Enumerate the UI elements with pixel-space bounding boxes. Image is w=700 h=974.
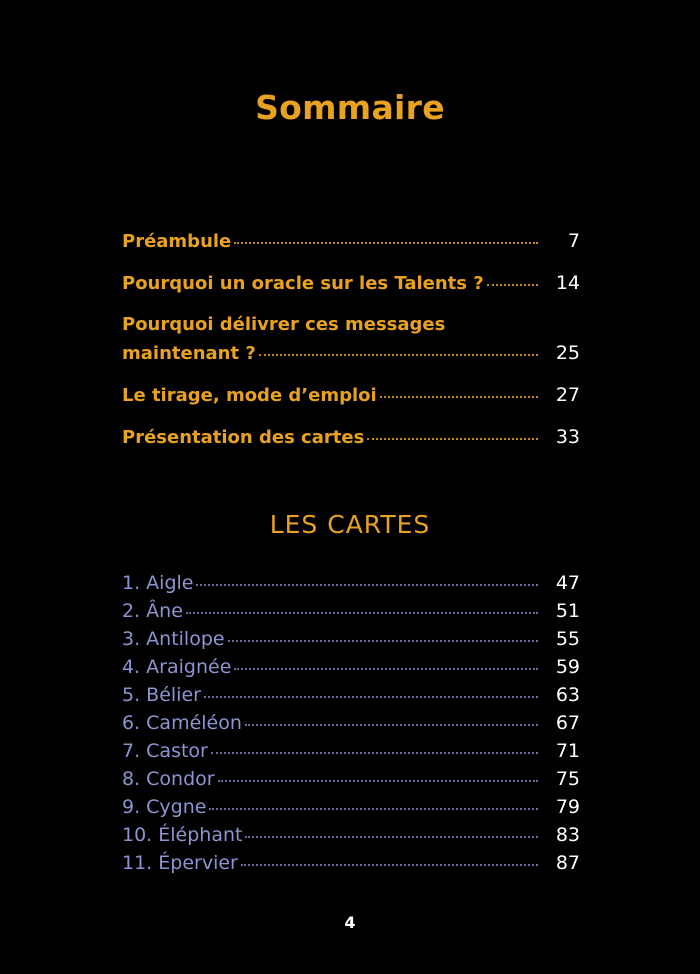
card-page: 51 — [555, 600, 580, 622]
card-entry[interactable] — [122, 796, 580, 818]
toc-entry-preambule[interactable] — [122, 230, 580, 252]
toc-entry-page: 33 — [555, 426, 580, 448]
card-label: 9. Cygne — [122, 796, 207, 818]
dot-leader — [487, 284, 538, 286]
toc-entry-presentation[interactable] — [122, 426, 580, 448]
dot-leader — [218, 780, 538, 782]
toc-entry-pourquoi-oracle[interactable] — [122, 272, 580, 294]
toc-entry-page: 25 — [555, 342, 580, 364]
toc-entry-label-line1[interactable]: Pourquoi délivrer ces messages — [122, 314, 446, 335]
card-label: 8. Condor — [122, 768, 215, 790]
card-page: 59 — [555, 656, 580, 678]
card-entry[interactable] — [122, 824, 580, 846]
toc-entry-label: Présentation des cartes — [122, 427, 365, 448]
dot-leader — [245, 836, 538, 838]
toc-entry-label: Préambule — [122, 231, 232, 252]
dot-leader — [186, 612, 538, 614]
toc-entry-tirage[interactable] — [122, 384, 580, 406]
card-entry[interactable] — [122, 768, 580, 790]
dot-leader — [367, 438, 538, 440]
card-label: 3. Antilope — [122, 628, 225, 650]
card-label: 1. Aigle — [122, 572, 194, 594]
dot-leader — [241, 864, 538, 866]
toc-entry-page: 27 — [555, 384, 580, 406]
dot-leader — [196, 584, 538, 586]
card-page: 55 — [555, 628, 580, 650]
card-label: 5. Bélier — [122, 684, 201, 706]
card-entry[interactable] — [122, 684, 580, 706]
dot-leader — [204, 696, 538, 698]
dot-leader — [209, 808, 538, 810]
toc-entry-label: Le tirage, mode d’emploi — [122, 385, 377, 406]
card-entry[interactable] — [122, 656, 580, 678]
card-label: 4. Araignée — [122, 656, 232, 678]
section-title: LES CARTES — [269, 510, 431, 539]
card-entry[interactable] — [122, 600, 580, 622]
dot-leader — [211, 752, 538, 754]
dot-leader — [245, 724, 538, 726]
card-page: 63 — [555, 684, 580, 706]
card-page: 79 — [555, 796, 580, 818]
card-entry[interactable] — [122, 572, 580, 594]
toc-entry-page: 7 — [567, 230, 580, 252]
toc-entry-label: maintenant ? — [122, 343, 256, 364]
card-label: 6. Caméléon — [122, 712, 242, 734]
toc-entry-label: Pourquoi un oracle sur les Talents ? — [122, 273, 484, 294]
card-label: 7. Castor — [122, 740, 208, 762]
card-entry[interactable] — [122, 712, 580, 734]
page-title: Sommaire — [255, 88, 445, 127]
dot-leader — [234, 242, 538, 244]
card-entry[interactable] — [122, 740, 580, 762]
card-page: 75 — [555, 768, 580, 790]
card-label: 2. Âne — [122, 600, 183, 622]
card-label: 10. Éléphant — [122, 824, 243, 846]
page-number: 4 — [344, 913, 356, 932]
toc-entry-pourquoi-delivrer[interactable] — [122, 342, 580, 364]
dot-leader — [380, 396, 538, 398]
dot-leader — [228, 640, 538, 642]
card-page: 83 — [555, 824, 580, 846]
card-label: 11. Épervier — [122, 852, 238, 874]
card-page: 71 — [555, 740, 580, 762]
card-entry[interactable] — [122, 628, 580, 650]
toc-entry-page: 14 — [555, 272, 580, 294]
card-page: 67 — [555, 712, 580, 734]
dot-leader — [259, 354, 538, 356]
card-page: 47 — [555, 572, 580, 594]
card-page: 87 — [555, 852, 580, 874]
dot-leader — [234, 668, 538, 670]
card-entry[interactable] — [122, 852, 580, 874]
